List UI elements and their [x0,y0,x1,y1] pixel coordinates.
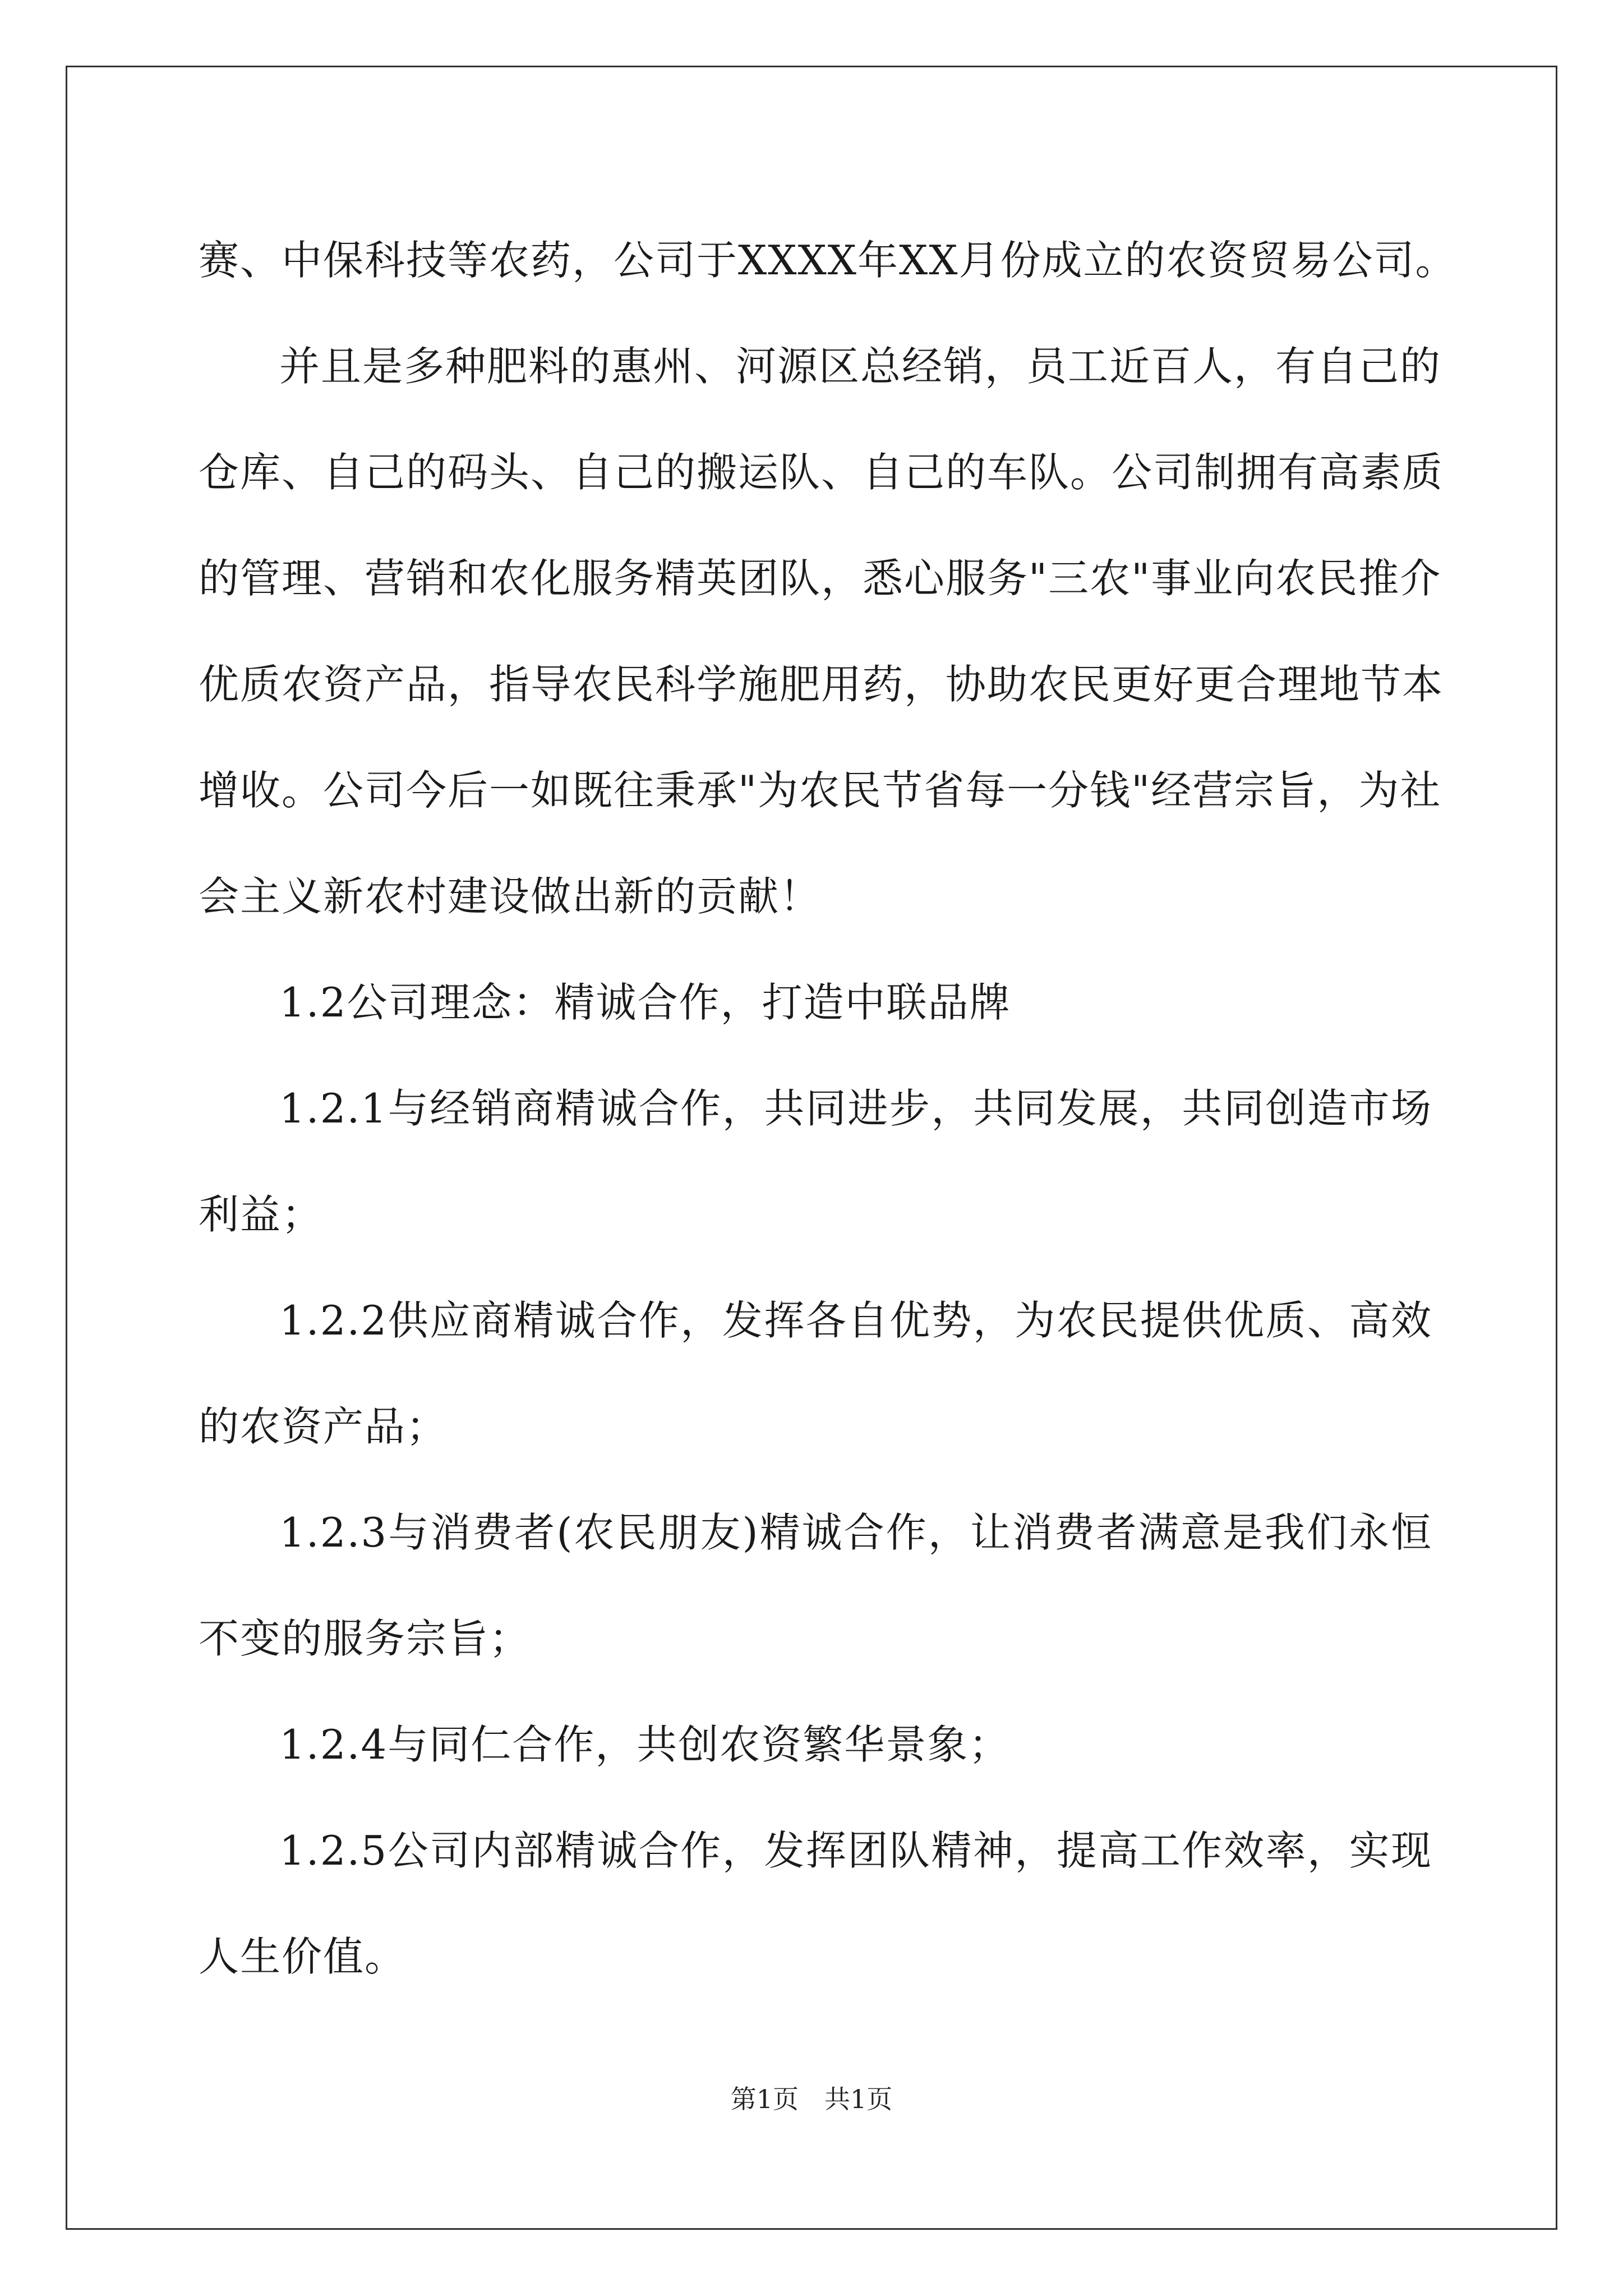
list-item-line: 1.2.4与同仁合作，共创农资繁华景象； [279,1721,1011,1768]
list-item-line: 利益； [199,1191,324,1238]
list-item-line: 人生价值。 [199,1933,407,1980]
paragraph-line: 优质农资产品，指导农民科学施肥用药，协助农民更好更合理地节本 [199,661,1444,708]
list-item-line: 1.2.3与消费者(农民朋友)精诚合作，让消费者满意是我们永恒 [279,1509,1432,1556]
list-item-line: 1.2.2供应商精诚合作，发挥各自优势，为农民提供优质、高效 [279,1297,1432,1344]
list-item-line: 不变的服务宗旨； [199,1615,531,1662]
paragraph-line: 的管理、营销和农化服务精英团队，悉心服务"三农"事业向农民推介 [199,555,1442,602]
page-footer: 第1页 共1页 [730,2084,893,2114]
paragraph-line: 会主义新农村建设做出新的贡献！ [199,873,822,920]
list-item-line: 的农资产品； [199,1403,448,1450]
list-item-line: 1.2.5公司内部精诚合作，发挥团队精神，提高工作效率，实现 [279,1827,1432,1874]
section-heading: 1.2公司理念：精诚合作，打造中联品牌 [279,979,1011,1026]
paragraph-line: 仓库、自己的码头、自己的搬运队、自己的车队。公司制拥有高素质 [199,449,1444,496]
document-body [199,208,1457,2010]
paragraph-line: 赛、中保科技等农药，公司于XXXX年XX月份成立的农资贸易公司。 [199,237,1457,284]
paragraph-line: 增收。公司今后一如既往秉承"为农民节省每一分钱"经营宗旨，为社 [199,767,1442,814]
list-item-line: 1.2.1与经销商精诚合作，共同进步，共同发展，共同创造市场 [279,1085,1432,1132]
paragraph-line: 并且是多种肥料的惠州、河源区总经销，员工近百人，有自己的 [279,343,1442,390]
